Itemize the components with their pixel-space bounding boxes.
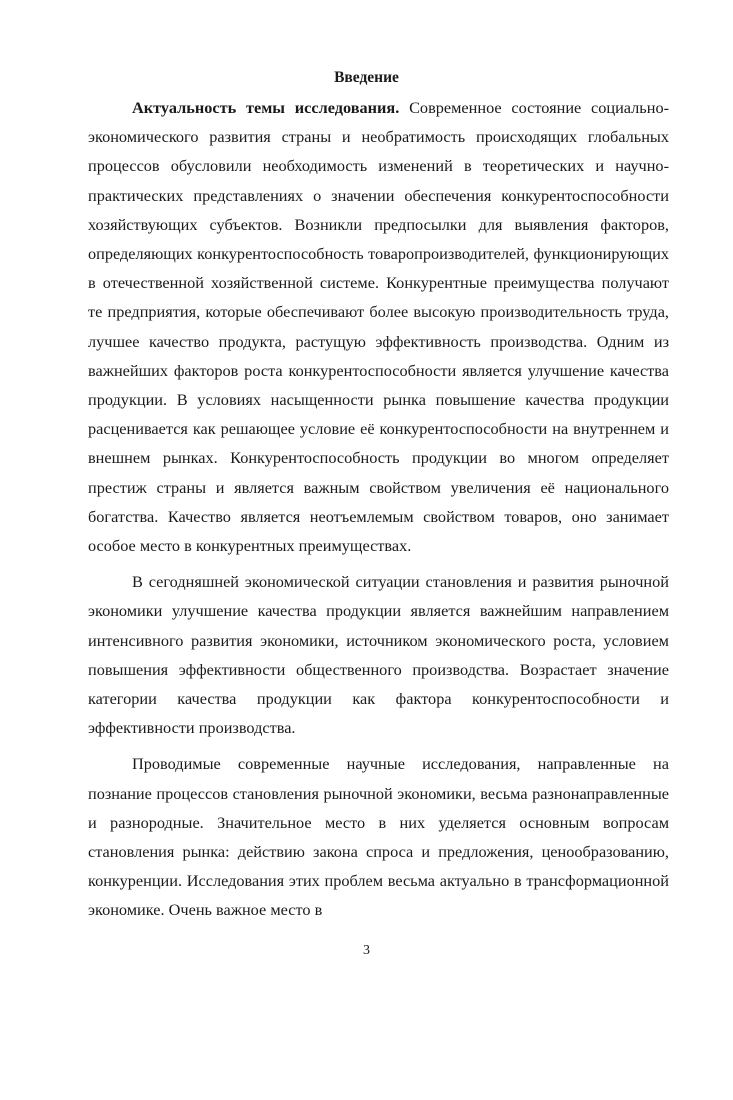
paragraph-research <box>88 749 669 924</box>
paragraph-lead: Актуальность темы исследования. <box>132 98 400 117</box>
paragraph-text: Современное состояние социально-экономического развития страны и необратимость происходящих глобальных процессов обусловили необходимость изменений в теоретических и научно-практических представлениях о значении обеспечения конкурентоспособности хозяйствующих субъектов. Возникли предпосылки для выявления факторов, определяющих конкурентоспособность товаропроизводителей, функционирующих в отечественной хозяйственной системе. Конкурентные преимущества получают те предприятия, которые обеспечивают более высокую производительность труда, лучшее качество продукта, растущую эффективность производства. Одним из важнейших факторов роста конкурентоспособности является улучшение качества продукции. В условиях насыщенности рынка повышение качества продукции расценивается как решающее условие её конкурентоспособности на внутреннем и внешнем рынках. Конкурентоспособность продукции во многом определяет престиж страны и является важным свойством увеличения её национального богатства. Качество является неотъемлемым свойством товаров, оно занимает особое место в конкурентных преимуществах. <box>88 98 670 556</box>
section-heading: Введение <box>334 69 399 86</box>
paragraph-market-economy <box>88 567 669 742</box>
paragraph-text: Проводимые современные научные исследования, направленные на познание процессов становления рыночной экономики, весьма разнонаправленные и разнородные. Значительное место в них уделяется основным вопросам становления рынка: действию закона спроса и предложения, ценообразованию, конкуренции. Исследования этих проблем весьма актуально в трансформационной экономике. Очень важное место в <box>88 754 669 920</box>
paragraph-text: В сегодняшней экономической ситуации становления и развития рыночной экономики улучшение качества продукции является важнейшим направлением интенсивного развития экономики, источником экономического роста, условием повышения эффективности общественного производства. Возрастает значение категории качества продукции как фактора конкурентоспособности и эффективности производства. <box>88 572 669 738</box>
page-number: 3 <box>363 943 370 958</box>
body-text <box>88 93 669 925</box>
paragraph-relevance <box>88 93 669 560</box>
